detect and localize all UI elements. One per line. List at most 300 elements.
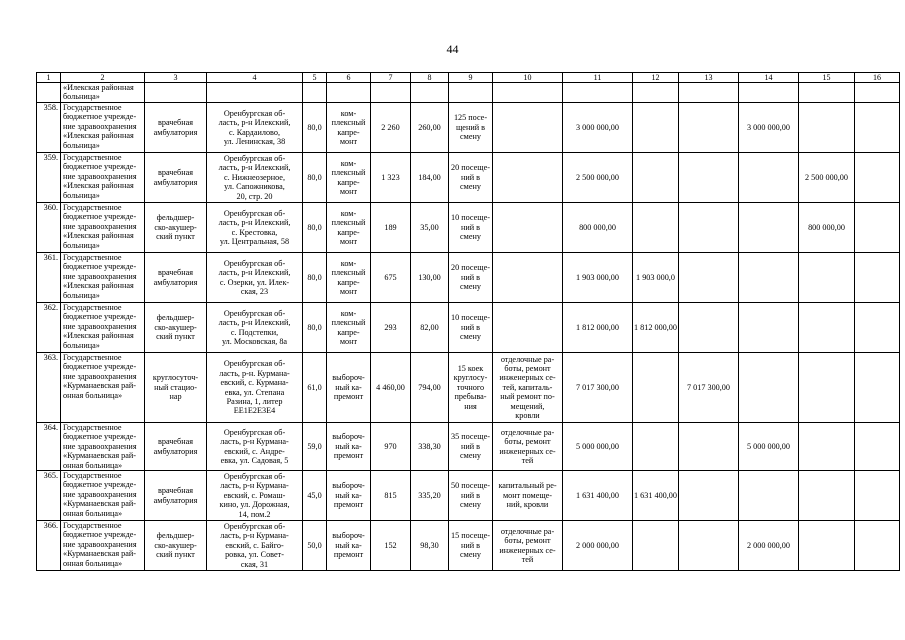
cell-col-6: [327, 83, 371, 103]
work-kind-line: выбороч-: [332, 373, 365, 383]
facility-type: [145, 353, 207, 423]
work-kind-line: ком-: [340, 158, 357, 168]
facility-type-line: ско-акушер-: [154, 222, 197, 232]
work-kind: [327, 423, 371, 471]
facility-type: [145, 521, 207, 571]
capacity-value: 335,20: [411, 471, 449, 521]
capacity-value: 130,00: [411, 253, 449, 303]
cost-col-14: 3 000 000,00: [739, 103, 799, 153]
design-power-line: 10 посеще-: [451, 213, 490, 223]
facility-type-line: амбулатория: [153, 446, 198, 456]
design-power-line: смену: [460, 182, 481, 192]
total-cost: 2 500 000,00: [563, 153, 633, 203]
facility-address-line: Оренбургская об-: [223, 308, 286, 318]
cost-col-15: [799, 423, 855, 471]
institution-name-line: ние здравоохранения: [63, 321, 137, 331]
institution-name-line: онная больница»: [63, 508, 123, 518]
design-power: [449, 203, 493, 253]
facility-type-line: фельдшер-: [156, 313, 195, 323]
capacity-value: 184,00: [411, 153, 449, 203]
works-list-line: инженерных се-: [499, 545, 556, 555]
cost-col-15: [799, 521, 855, 571]
work-kind-line: монт: [339, 186, 358, 196]
cost-col-14: [739, 471, 799, 521]
design-power-line: ний в: [460, 441, 481, 451]
facility-address-line: Оренбургская об-: [223, 359, 286, 369]
design-power-line: точного: [456, 382, 485, 392]
work-kind-line: ком-: [340, 258, 357, 268]
institution-name: [61, 203, 145, 253]
cost-col-15: [799, 103, 855, 153]
design-power-line: смену: [460, 232, 481, 242]
work-kind-line: ный ка-: [335, 382, 362, 392]
facility-address-line: ласть, р-н Илекский,: [218, 163, 291, 173]
facility-type-line: ский пункт: [156, 550, 195, 560]
cost-col-16: [855, 353, 900, 423]
row-number: 365.: [37, 471, 61, 521]
institution-name: [61, 103, 145, 153]
table-row: [37, 423, 900, 471]
institution-name-line: Государственное: [63, 353, 122, 362]
works-list: [493, 253, 563, 303]
column-header-5: 5: [303, 73, 327, 83]
institution-name-line: Государственное: [63, 103, 122, 112]
work-kind-line: монт: [339, 336, 358, 346]
facility-type-line: нар: [169, 392, 182, 402]
design-power: [449, 521, 493, 571]
institution-name-line: больница»: [63, 190, 100, 200]
design-power-line: 10 посеще-: [451, 313, 490, 323]
institution-name-line: бюджетное учрежде-: [63, 362, 137, 372]
facility-address-line: ул. Московская, 8а: [221, 336, 288, 346]
facility-address-line: ласть, р-н. Курмана-: [219, 368, 290, 378]
facility-type-line: амбулатория: [153, 277, 198, 287]
cost-col-14: [739, 203, 799, 253]
capital-repair-register-table: [36, 72, 900, 571]
table-row: [37, 353, 900, 423]
cell-col-11: [563, 83, 633, 103]
row-number: 364.: [37, 423, 61, 471]
cost-col-14: [739, 153, 799, 203]
row-number: 358.: [37, 103, 61, 153]
works-list-line: капитальный ре-: [498, 481, 557, 491]
institution-name: [61, 521, 145, 571]
works-list-line: тей: [521, 554, 534, 564]
design-power-line: смену: [460, 332, 481, 342]
institution-name-line: больница»: [63, 92, 100, 102]
wear-percent: 80,0: [303, 153, 327, 203]
works-list-line: монт помеще-: [502, 490, 553, 500]
works-list: [493, 303, 563, 353]
work-kind-line: плексный: [331, 118, 366, 128]
wear-percent: 80,0: [303, 253, 327, 303]
cost-col-16: [855, 423, 900, 471]
facility-address-line: евка, ул. Степана: [224, 387, 285, 397]
cell-col-7: [371, 83, 411, 103]
cost-col-14: 5 000 000,00: [739, 423, 799, 471]
institution-name-line: больница»: [63, 290, 100, 300]
design-power-line: смену: [460, 132, 481, 142]
work-kind-line: плексный: [331, 168, 366, 178]
work-kind-line: ный ка-: [335, 441, 362, 451]
wear-percent: 50,0: [303, 521, 327, 571]
wear-percent: 59,0: [303, 423, 327, 471]
facility-type-line: амбулатория: [153, 127, 198, 137]
work-kind: [327, 203, 371, 253]
institution-name-line: онная больница»: [63, 390, 123, 400]
facility-address-line: евский, с. Байго-: [225, 540, 284, 550]
works-list-line: боты, ремонт: [504, 536, 551, 546]
cell-col-13: [679, 83, 739, 103]
facility-type: [145, 423, 207, 471]
work-kind: [327, 153, 371, 203]
work-kind-line: ком-: [340, 308, 357, 318]
facility-address-line: 14, пом.2: [238, 509, 271, 519]
cost-col-12: [633, 153, 679, 203]
wear-percent: 80,0: [303, 103, 327, 153]
cost-col-16: [855, 203, 900, 253]
wear-percent: 61,0: [303, 353, 327, 423]
work-kind-line: ный ка-: [335, 540, 362, 550]
work-kind-line: премонт: [333, 392, 364, 402]
facility-address: [207, 303, 303, 353]
institution-name-line: больница»: [63, 140, 100, 150]
design-power-line: 50 посеще-: [451, 481, 490, 491]
facility-address: [207, 471, 303, 521]
design-power: [449, 471, 493, 521]
total-area: 675: [371, 253, 411, 303]
facility-address-line: ласть, р-н Илекский,: [218, 118, 291, 128]
institution-name-line: бюджетное учрежде-: [63, 530, 137, 540]
cost-col-16: [855, 303, 900, 353]
institution-name-line: «Илекская районная: [63, 281, 134, 291]
cell-col-15: [799, 83, 855, 103]
design-power-line: пребыва-: [454, 392, 487, 402]
work-kind-line: монт: [339, 136, 358, 146]
institution-name-line: «Курманаевская рай-: [63, 451, 136, 461]
facility-address: [207, 521, 303, 571]
cost-col-16: [855, 253, 900, 303]
work-kind-line: плексный: [331, 318, 366, 328]
works-list-line: боты, ремонт: [504, 363, 551, 373]
facility-type-line: врачебная: [158, 168, 193, 178]
institution-name-line: ние здравоохранения: [63, 539, 137, 549]
capacity-value: 35,00: [411, 203, 449, 253]
column-header-14: 14: [739, 73, 799, 83]
work-kind-line: выбороч-: [332, 481, 365, 491]
institution-name: [61, 153, 145, 203]
institution-name-line: Государственное: [63, 521, 122, 531]
works-list: [493, 423, 563, 471]
column-header-6: 6: [327, 73, 371, 83]
institution-name-line: ние здравоохранения: [63, 371, 137, 381]
facility-type-line: фельдшер-: [156, 213, 195, 223]
capacity-value: 98,30: [411, 521, 449, 571]
capacity-value: 338,30: [411, 423, 449, 471]
table-row: [37, 153, 900, 203]
institution-name-line: Государственное: [63, 203, 122, 212]
institution-name-line: «Илекская районная: [63, 331, 134, 341]
column-header-16: 16: [855, 73, 900, 83]
works-list: [493, 353, 563, 423]
facility-address-line: с. Кардаилово,: [228, 127, 280, 137]
cost-col-15: 800 000,00: [799, 203, 855, 253]
work-kind: [327, 471, 371, 521]
facility-type: [145, 153, 207, 203]
cost-col-13: [679, 303, 739, 353]
works-list-line: боты, ремонт: [504, 437, 551, 447]
institution-name-line: больница»: [63, 240, 100, 250]
facility-address-line: Оренбургская об-: [223, 208, 286, 218]
total-cost: 5 000 000,00: [563, 423, 633, 471]
total-area: 2 260: [371, 103, 411, 153]
facility-address: [207, 153, 303, 203]
table-row: [37, 103, 900, 153]
works-list: [493, 153, 563, 203]
works-list-line: отделочные ра-: [500, 427, 555, 437]
facility-type-line: ско-акушер-: [154, 322, 197, 332]
cell-col-9: [449, 83, 493, 103]
column-header-11: 11: [563, 73, 633, 83]
work-kind-line: ком-: [340, 108, 357, 118]
facility-address-line: Оренбургская об-: [223, 258, 286, 268]
work-kind-line: ный ка-: [335, 490, 362, 500]
cost-col-12: [633, 521, 679, 571]
cost-col-15: [799, 253, 855, 303]
institution-name-line: больница»: [63, 340, 100, 350]
cost-col-13: 7 017 300,00: [679, 353, 739, 423]
cost-col-12: [633, 353, 679, 423]
works-list-line: ный ремонт по-: [500, 392, 555, 402]
column-header-1: 1: [37, 73, 61, 83]
total-area: 189: [371, 203, 411, 253]
facility-address-line: ская, 23: [240, 286, 269, 296]
design-power-line: 35 посеще-: [451, 432, 490, 442]
facility-address-line: ласть, р-н Илекский,: [218, 318, 291, 328]
cost-col-13: [679, 423, 739, 471]
column-header-15: 15: [799, 73, 855, 83]
institution-name-line: бюджетное учрежде-: [63, 480, 137, 490]
cell-col-14: [739, 83, 799, 103]
total-cost: 2 000 000,00: [563, 521, 633, 571]
cost-col-15: [799, 303, 855, 353]
institution-name: [61, 83, 145, 103]
facility-address-line: Оренбургская об-: [223, 472, 286, 482]
works-list-line: инженерных се-: [499, 373, 556, 383]
institution-name: [61, 423, 145, 471]
facility-address-line: ласть, р-н Илекский,: [218, 268, 291, 278]
cost-col-13: [679, 471, 739, 521]
total-cost: 3 000 000,00: [563, 103, 633, 153]
design-power-line: смену: [460, 282, 481, 292]
facility-type-line: ский пункт: [156, 232, 195, 242]
institution-name-line: бюджетное учрежде-: [63, 312, 137, 322]
design-power: [449, 153, 493, 203]
works-list: [493, 521, 563, 571]
design-power: [449, 253, 493, 303]
table-row: [37, 303, 900, 353]
work-kind-line: капре-: [337, 127, 360, 137]
cost-col-16: [855, 153, 900, 203]
cost-col-14: [739, 353, 799, 423]
facility-type: [145, 253, 207, 303]
wear-percent: 80,0: [303, 303, 327, 353]
work-kind: [327, 303, 371, 353]
institution-name-line: бюджетное учрежде-: [63, 212, 137, 222]
design-power-line: 15 коек: [457, 363, 484, 373]
design-power-line: смену: [460, 550, 481, 560]
design-power: [449, 303, 493, 353]
institution-name-line: ние здравоохранения: [63, 171, 137, 181]
column-header-12: 12: [633, 73, 679, 83]
cost-col-15: [799, 471, 855, 521]
row-number: 359.: [37, 153, 61, 203]
design-power-line: смену: [460, 451, 481, 461]
work-kind: [327, 521, 371, 571]
work-kind-line: плексный: [331, 268, 366, 278]
design-power-line: круглосу-: [453, 373, 488, 383]
facility-address-line: евский, с. Ромаш-: [223, 490, 286, 500]
row-number: 366.: [37, 521, 61, 571]
facility-type-line: ский пункт: [156, 332, 195, 342]
design-power-line: щений в: [456, 122, 485, 132]
capacity-value: 260,00: [411, 103, 449, 153]
cost-col-14: [739, 253, 799, 303]
facility-address: [207, 253, 303, 303]
capacity-value: 82,00: [411, 303, 449, 353]
works-list-line: кровли: [515, 411, 540, 421]
design-power-line: 125 посе-: [453, 113, 488, 123]
facility-address-line: ласть, р-н Курмана-: [220, 481, 289, 491]
total-area: 293: [371, 303, 411, 353]
facility-type: [145, 303, 207, 353]
total-cost: 7 017 300,00: [563, 353, 633, 423]
design-power-line: ний в: [460, 540, 481, 550]
facility-address: [207, 203, 303, 253]
cell-col-16: [855, 83, 900, 103]
cost-col-16: [855, 521, 900, 571]
facility-address-line: ЕЕ1Е2Е3Е4: [233, 406, 276, 416]
cell-col-4: [207, 83, 303, 103]
page-number: 44: [446, 42, 459, 56]
work-kind-line: монт: [339, 286, 358, 296]
design-power-line: 20 посеще-: [451, 263, 490, 273]
facility-address-line: 20, стр. 20: [236, 191, 273, 201]
total-area: 815: [371, 471, 411, 521]
work-kind-line: выбороч-: [332, 531, 365, 541]
row-number: 361.: [37, 253, 61, 303]
design-power-line: ний в: [460, 322, 481, 332]
work-kind-line: выбороч-: [332, 432, 365, 442]
institution-name-line: «Илекская районная: [63, 231, 134, 241]
facility-address-line: ул. Ленинская, 38: [223, 136, 286, 146]
facility-type-line: круглосуточ-: [152, 373, 199, 383]
facility-address-line: кино, ул. Дорожная,: [219, 500, 290, 510]
design-power-line: 15 посеще-: [451, 531, 490, 541]
row-number: 362.: [37, 303, 61, 353]
institution-name-line: бюджетное учрежде-: [63, 112, 137, 122]
total-cost: 1 631 400,00: [563, 471, 633, 521]
table-row: [37, 253, 900, 303]
facility-address: [207, 103, 303, 153]
cost-col-15: 2 500 000,00: [799, 153, 855, 203]
cost-col-13: [679, 103, 739, 153]
facility-address-line: с. Подстепки,: [230, 327, 279, 337]
facility-address-line: с. Нижнеозерное,: [223, 172, 285, 182]
work-kind-line: премонт: [333, 500, 364, 510]
institution-name: [61, 253, 145, 303]
facility-type-line: врачебная: [158, 118, 193, 128]
cost-col-12: 1 903 000,0: [633, 253, 679, 303]
facility-address-line: Оренбургская об-: [223, 153, 286, 163]
work-kind-line: капре-: [337, 327, 360, 337]
work-kind-line: капре-: [337, 277, 360, 287]
facility-type-line: амбулатория: [153, 495, 198, 505]
cost-col-12: 1 812 000,00: [633, 303, 679, 353]
column-header-13: 13: [679, 73, 739, 83]
total-cost: 800 000,00: [563, 203, 633, 253]
design-power-line: ния: [464, 401, 477, 411]
facility-address-line: Оренбургская об-: [223, 522, 286, 532]
column-header-8: 8: [411, 73, 449, 83]
facility-type-line: ный стацио-: [154, 382, 197, 392]
design-power: [449, 353, 493, 423]
works-list-line: инженерных се-: [499, 446, 556, 456]
design-power: [449, 103, 493, 153]
column-header-2: 2: [61, 73, 145, 83]
cell-col-12: [633, 83, 679, 103]
works-list-line: тей, капиталь-: [502, 382, 553, 392]
cost-col-12: [633, 103, 679, 153]
institution-name-line: онная больница»: [63, 460, 123, 470]
facility-address-line: ласть, р-н Курмана-: [220, 437, 289, 447]
institution-name-line: ние здравоохранения: [63, 221, 137, 231]
facility-address-line: евский, с. Андре-: [224, 446, 285, 456]
cost-col-15: [799, 353, 855, 423]
institution-name-line: Государственное: [63, 303, 122, 312]
facility-address: [207, 423, 303, 471]
column-header-7: 7: [371, 73, 411, 83]
works-list: [493, 103, 563, 153]
facility-address-line: Оренбургская об-: [223, 427, 286, 437]
institution-name-line: «Илекская районная: [63, 83, 134, 92]
facility-address-line: ласть, р-н Курмана-: [220, 531, 289, 541]
total-area: 970: [371, 423, 411, 471]
cost-col-16: [855, 471, 900, 521]
cost-col-13: [679, 253, 739, 303]
works-list-line: мещений,: [510, 401, 545, 411]
institution-name: [61, 471, 145, 521]
column-header-3: 3: [145, 73, 207, 83]
cost-col-13: [679, 521, 739, 571]
work-kind-line: монт: [339, 236, 358, 246]
facility-address-line: Разина, 1, литер: [226, 396, 283, 406]
work-kind-line: премонт: [333, 550, 364, 560]
institution-name-line: ние здравоохранения: [63, 271, 137, 281]
total-area: 4 460,00: [371, 353, 411, 423]
institution-name-line: ние здравоохранения: [63, 441, 137, 451]
facility-address-line: ская, 31: [240, 559, 269, 569]
work-kind-line: ком-: [340, 208, 357, 218]
facility-address-line: евка, ул. Садовая, 5: [220, 455, 289, 465]
institution-name-line: «Илекская районная: [63, 131, 134, 141]
facility-address-line: с. Озерки, ул. Илек-: [219, 277, 290, 287]
works-list-line: тей: [521, 455, 534, 465]
institution-name-line: «Курманаевская рай-: [63, 549, 136, 559]
table-row: [37, 203, 900, 253]
column-number-row: [37, 73, 900, 83]
work-kind-line: капре-: [337, 227, 360, 237]
